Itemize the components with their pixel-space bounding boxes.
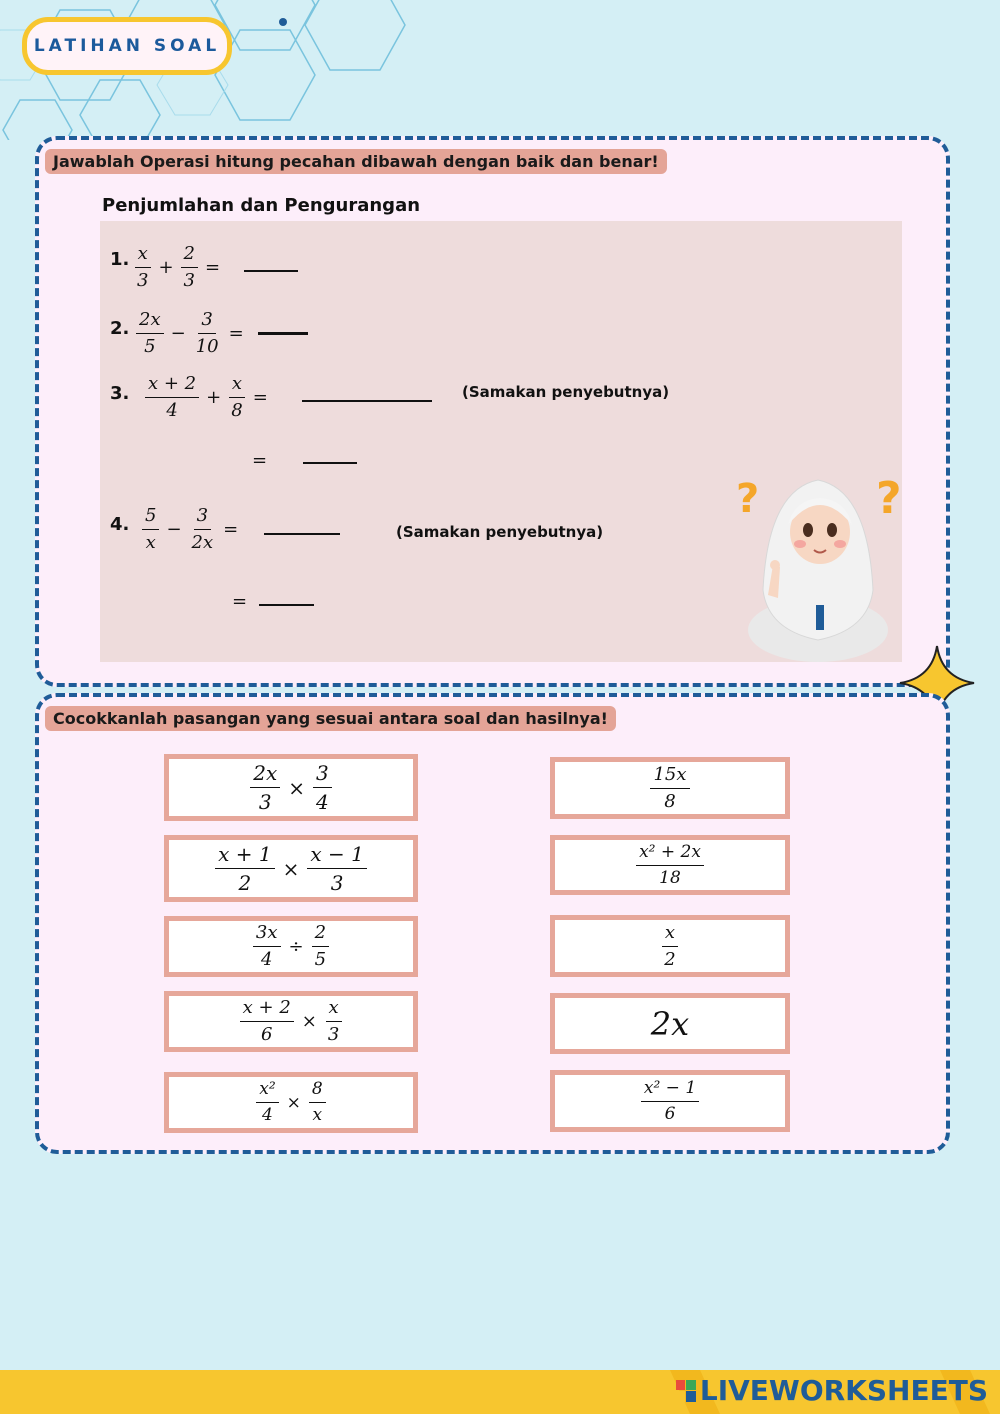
answer-blank[interactable]	[264, 533, 340, 535]
denominator: 2	[238, 871, 252, 895]
left-match-card[interactable]	[164, 1072, 418, 1133]
fraction	[307, 843, 366, 894]
numerator: 8	[309, 1080, 326, 1103]
numerator: 2x	[250, 762, 280, 788]
answer-blank[interactable]	[258, 332, 308, 335]
denominator: 3	[183, 269, 195, 291]
question-mark-icon: ?	[876, 473, 902, 524]
left-match-card[interactable]	[164, 754, 418, 821]
denominator: 3	[258, 790, 272, 814]
right-match-card[interactable]	[550, 757, 790, 819]
denominator: 4	[262, 1105, 273, 1125]
hint-note: (Samakan penyebutnya)	[462, 383, 670, 401]
numerator: 3	[198, 310, 215, 334]
fraction	[215, 843, 274, 894]
numerator: x² − 1	[641, 1079, 699, 1102]
answer-expression: 2x	[650, 1004, 690, 1043]
numerator: x + 2	[145, 374, 199, 398]
fraction	[228, 374, 245, 421]
numerator: 3x	[253, 923, 281, 947]
answer-blank[interactable]	[302, 400, 432, 402]
hint-note: (Samakan penyebutnya)	[396, 523, 604, 541]
operator: −	[166, 518, 182, 540]
numerator: x + 2	[240, 998, 294, 1022]
answer-blank[interactable]	[259, 604, 314, 606]
numerator: x	[326, 998, 342, 1022]
numerator: 2x	[136, 310, 164, 334]
numerator: x² + 2x	[636, 843, 704, 866]
denominator: 8	[664, 790, 676, 812]
fraction	[134, 244, 151, 291]
numerator: 5	[142, 506, 159, 530]
question-2-expression	[136, 310, 244, 357]
denominator: 5	[314, 949, 327, 970]
question-number: 1.	[110, 249, 130, 270]
denominator: 4	[166, 399, 178, 421]
equals-sign: =	[223, 518, 239, 540]
worksheet-title-badge	[22, 17, 232, 75]
fraction	[253, 923, 281, 970]
section1-instruction: Jawablah Operasi hitung pecahan dibawah dengan baik dan benar!	[45, 149, 667, 174]
fraction	[641, 1079, 699, 1123]
fraction	[145, 374, 199, 421]
right-match-card[interactable]	[550, 835, 790, 895]
answer-blank[interactable]	[303, 462, 357, 464]
answer-blank[interactable]	[244, 270, 298, 272]
fraction	[312, 923, 329, 970]
operator: ×	[282, 856, 300, 881]
brand-name: LIVEWORKSHEETS	[699, 1374, 988, 1407]
fraction	[661, 923, 678, 970]
fraction	[193, 310, 222, 357]
denominator: 8	[231, 399, 243, 421]
operator: ×	[286, 1092, 301, 1113]
fraction	[136, 310, 164, 357]
denominator: 2x	[191, 531, 214, 553]
denominator: 4	[316, 790, 329, 814]
numerator: x	[229, 374, 245, 398]
fraction	[240, 998, 294, 1045]
right-match-card[interactable]	[550, 915, 790, 977]
numerator: 2	[312, 923, 329, 947]
numerator: 15x	[650, 765, 689, 789]
equals-sign: =	[205, 256, 221, 278]
equals-sign: =	[228, 322, 244, 344]
numerator: 3	[194, 506, 211, 530]
numerator: x	[135, 244, 151, 268]
fraction	[181, 244, 198, 291]
denominator: 5	[144, 335, 156, 357]
operator: ×	[288, 775, 306, 800]
fraction	[636, 843, 704, 887]
equals-sign: =	[252, 386, 268, 408]
fraction	[250, 762, 280, 813]
denominator: 3	[327, 1024, 340, 1045]
fraction	[189, 506, 217, 553]
addition-subtraction-heading: Penjumlahan dan Pengurangan	[102, 195, 421, 216]
numerator: 2	[181, 244, 198, 268]
denominator: 10	[195, 335, 219, 357]
denominator: 2	[664, 948, 676, 970]
operator: +	[206, 386, 222, 408]
question-number: 4.	[110, 514, 130, 535]
equals-sign: =	[232, 591, 248, 612]
left-match-card[interactable]	[164, 991, 418, 1052]
operator: ×	[301, 1011, 317, 1032]
section2-instruction: Cocokkanlah pasangan yang sesuai antara soal dan hasilnya!	[45, 706, 616, 731]
fraction	[313, 762, 332, 813]
denominator: 6	[261, 1024, 273, 1045]
question-mark-icon: ?	[736, 476, 760, 522]
question-3-expression	[145, 374, 268, 421]
liveworksheets-logo	[676, 1374, 988, 1407]
right-match-card[interactable]	[550, 1070, 790, 1132]
worksheet-title: LATIHAN SOAL	[33, 36, 221, 56]
numerator: x²	[256, 1080, 278, 1103]
denominator: 4	[261, 949, 273, 970]
operator: ÷	[288, 936, 304, 957]
left-match-card[interactable]	[164, 916, 418, 977]
denominator: 6	[664, 1103, 676, 1124]
numerator: x − 1	[307, 843, 366, 869]
numerator: x	[662, 923, 678, 947]
denominator: 18	[659, 867, 681, 888]
fraction	[309, 1080, 326, 1124]
question-1-expression	[134, 244, 220, 291]
question-number: 3.	[110, 383, 130, 404]
denominator: 3	[330, 871, 344, 895]
operator: −	[170, 322, 186, 344]
denominator: x	[145, 531, 156, 553]
question-4-expression	[142, 506, 238, 553]
denominator: 3	[137, 269, 149, 291]
operator: +	[158, 256, 174, 278]
left-match-card[interactable]	[164, 835, 418, 902]
right-match-card[interactable]	[550, 993, 790, 1054]
equals-sign: =	[252, 450, 268, 471]
question-number: 2.	[110, 318, 130, 339]
fraction	[325, 998, 342, 1045]
liveworksheets-logo-icon	[676, 1380, 696, 1402]
denominator: x	[312, 1105, 323, 1125]
numerator: 3	[313, 762, 332, 788]
fraction	[256, 1080, 278, 1124]
numerator: x + 1	[215, 843, 274, 869]
fraction	[142, 506, 159, 553]
fraction	[650, 765, 689, 812]
